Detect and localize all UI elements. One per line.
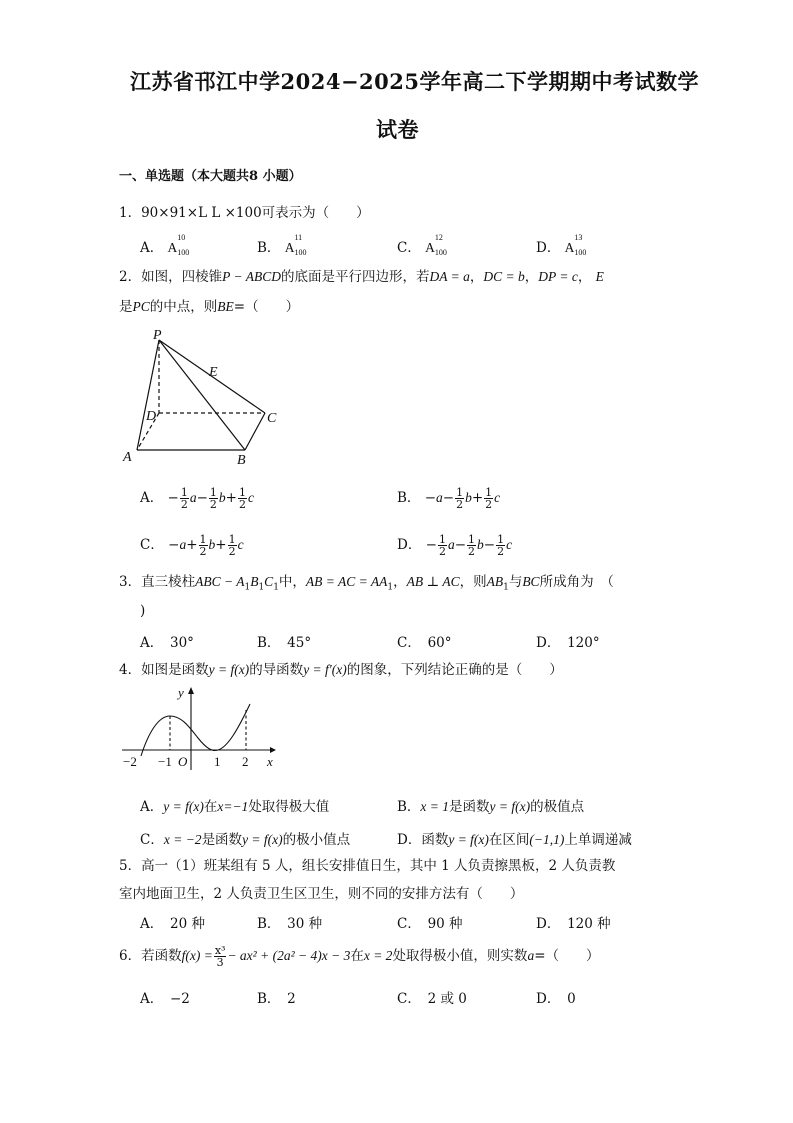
q1-option-a <box>140 233 190 257</box>
option-label: C． <box>140 537 164 553</box>
option-label: B． <box>257 240 281 256</box>
q6-option-c: C． 2 或 0 <box>397 991 467 1007</box>
vector-dc: DC = b <box>483 269 525 284</box>
q3-option-c: C． 60° <box>397 635 452 651</box>
arrangement-notation: A 13 100 <box>564 233 587 257</box>
y-axis-label: y <box>178 685 184 700</box>
question-number: 6． <box>119 948 142 964</box>
arrangement-notation: A 10 100 <box>167 233 190 257</box>
y-axis-arrow <box>188 687 194 694</box>
tick-1: 1 <box>214 754 221 769</box>
question-number: 2． <box>119 269 142 285</box>
edge-pa <box>137 340 159 450</box>
question-3-line1: 3．直三棱柱ABC − $A_1B_1C_1$中，AB = AC = $AA_1$，AB ⊥ AC，则$AB_1$与BC所成角为 （ <box>119 574 614 593</box>
x-axis-arrow <box>270 747 276 753</box>
q5-option-d: D． 120 种 <box>536 916 611 932</box>
text: =（ ） <box>233 299 300 315</box>
q6-option-a: A． −2 <box>140 991 190 1007</box>
q4-option-d: D．函数y = f(x)在区间(−1,1)上单调递减 <box>397 832 632 848</box>
q6-option-b: B． 2 <box>257 991 296 1007</box>
question-2-line1 <box>119 267 604 287</box>
option-label: D． <box>536 240 561 256</box>
q2-option-d: D． − $\frac{1}{2}$ a− $\frac{1}{2}$ b− $\frac{1}{2}$ c <box>397 533 513 558</box>
question-1-stem <box>119 203 370 223</box>
q4-option-a: A．y = f(x)在x=−1处取得极大值 <box>140 799 330 815</box>
section-heading: 一、单选题（本大题共8 小题） <box>119 169 302 184</box>
text: 是 <box>119 299 133 315</box>
question-number: 4． <box>119 662 142 678</box>
text: 的中点，则 <box>149 299 218 315</box>
arrangement-notation: A 11 100 <box>284 233 307 257</box>
math: E <box>595 269 604 284</box>
q3-option-a: A． 30° <box>140 635 194 651</box>
q1-option-b <box>257 233 307 257</box>
text: 的底面是平行四边形，若 <box>280 269 430 285</box>
text: ， <box>577 269 592 285</box>
q3-option-d: D． 120° <box>536 635 600 651</box>
q6-option-d: D． 0 <box>536 991 576 1007</box>
math: PC <box>132 299 150 314</box>
question-4-stem: 4．如图是函数y = f(x)的导函数y = f′(x)的图象，下列结论正确的是（ ） <box>119 662 563 678</box>
origin-label: O <box>178 754 188 769</box>
q2-option-a: A． − $\frac{1}{2}$ a− $\frac{1}{2}$ b+ $\frac{1}{2}$ c <box>140 486 254 511</box>
question-number: 3． <box>119 574 142 590</box>
option-label: D． <box>397 537 422 553</box>
text: 如图，四棱锥 <box>141 269 223 285</box>
page-title-line2: 试卷 <box>376 117 419 142</box>
arrangement-notation: A 12 100 <box>425 233 447 257</box>
label-p: P <box>153 328 162 343</box>
derivative-curve <box>141 704 250 756</box>
label-c: C <box>267 411 277 426</box>
q5-option-c: C． 90 种 <box>397 916 463 932</box>
derivative-graph <box>118 684 283 774</box>
tick-2: 2 <box>242 754 249 769</box>
vector-dp: DP = c <box>538 269 578 284</box>
vector-be: BE <box>217 299 234 314</box>
q4-option-c: C．x = −2是函数y = f(x)的极小值点 <box>140 832 351 848</box>
tick-minus-1: −1 <box>158 754 172 769</box>
question-number: 1． <box>119 205 142 221</box>
question-5-line2: 室内地面卫生，2 人负责卫生区卫生，则不同的安排方法有（ ） <box>119 886 524 902</box>
math: P − ABCD <box>222 269 281 284</box>
option-label: C． <box>397 240 421 256</box>
text: ， <box>524 269 539 285</box>
page-title-line1: 江苏省邗江中学2024−2025学年高二下学期期中考试数学 <box>130 69 699 94</box>
q2-option-b: B． −a− $\frac{1}{2}$ b+ $\frac{1}{2}$ c <box>397 486 501 511</box>
pyramid-figure <box>115 325 285 470</box>
q1-option-c <box>397 233 447 257</box>
q3-option-b: B． 45° <box>257 635 312 651</box>
question-text: 90×91×L L ×100可表示为（ ） <box>141 205 370 221</box>
option-label: A． <box>140 240 164 256</box>
option-label: A． <box>140 490 164 506</box>
label-a: A <box>123 450 132 465</box>
question-6-stem: 6．若函数f(x) = $\frac{\text{x³}}{3}$ − ax² + (2a² − 4)x − 3在x = 2处取得极小值，则实数a=（ ） <box>119 944 600 969</box>
question-2-line2 <box>119 297 299 317</box>
q1-option-d <box>536 233 587 257</box>
q5-option-a: A． 20 种 <box>140 916 205 932</box>
label-d: D <box>146 409 157 424</box>
label-b: B <box>237 453 246 468</box>
question-3-line2: ) <box>140 603 146 619</box>
text: ， <box>469 269 484 285</box>
q4-option-b: B．x = 1是函数y = f(x)的极值点 <box>397 799 585 815</box>
tick-minus-2: −2 <box>123 754 137 769</box>
q5-option-b: B． 30 种 <box>257 916 323 932</box>
option-label: B． <box>397 490 421 506</box>
fraction: $\frac{\text{x³}}{3}$ <box>214 944 226 969</box>
x-axis-label: x <box>267 754 273 769</box>
vector-da: DA = a <box>429 269 470 284</box>
label-e: E <box>209 365 218 380</box>
q2-option-c: C． −a+ $\frac{1}{2}$ b+ $\frac{1}{2}$ c <box>140 533 244 558</box>
edge-pb <box>159 340 245 450</box>
question-number: 5． <box>119 858 142 874</box>
question-5-line1: 5．高一（1）班某组有 5 人，组长安排值日生，其中 1 人负责擦黑板，2 人负责教 <box>119 858 616 874</box>
edge-bc <box>245 413 265 450</box>
